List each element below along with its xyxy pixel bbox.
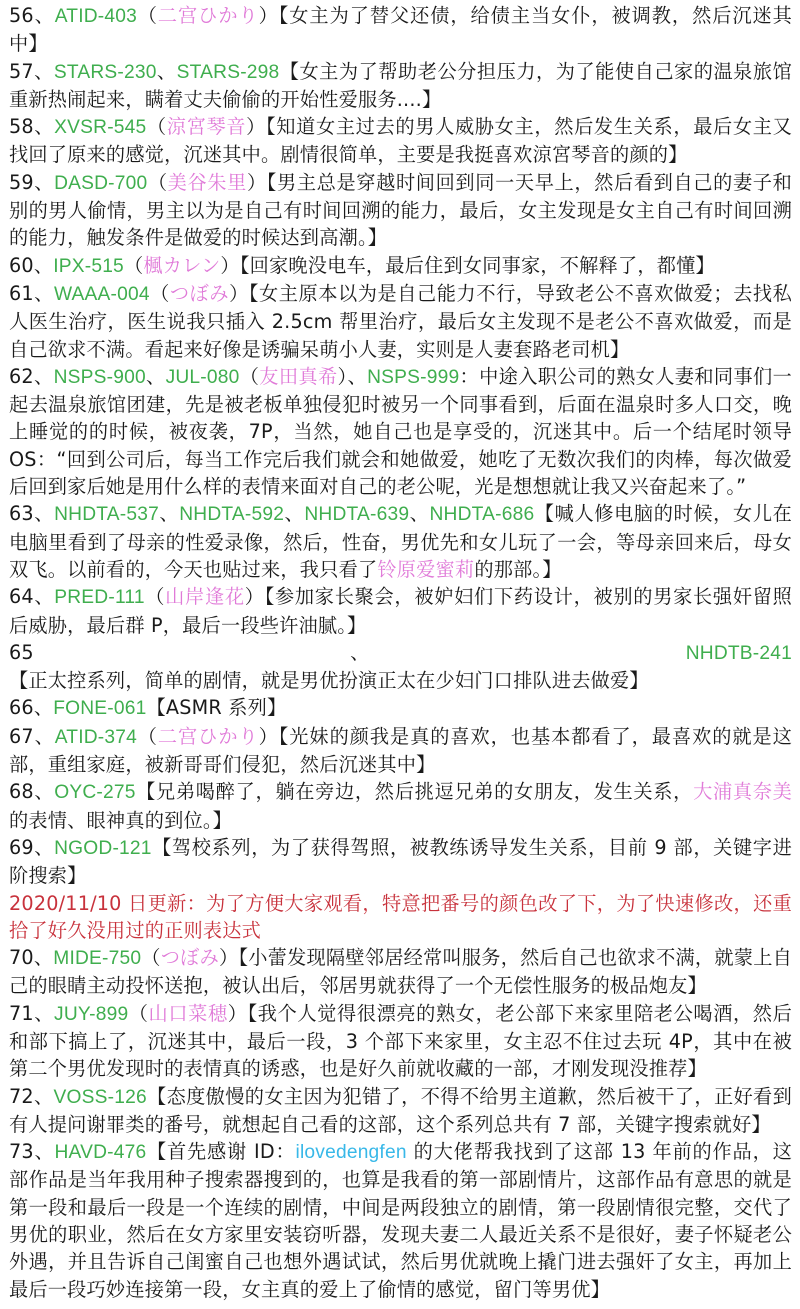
entry-text: 【ASMR 系列】 xyxy=(146,696,287,720)
entry-text: ）【回家晚没电车，最后住到女同事家，不解释了，都懂】 xyxy=(220,253,715,277)
entry-text: 【喊人修电脑的时候，女儿在电脑里看到了母亲的性爱录像，然后，性奋，男优先和女儿玩了一会，等母亲回来后，母女双飞。以前看的，今天也贴过来，我只看了 xyxy=(9,502,793,581)
list-item xyxy=(9,1083,792,1139)
entry-text: 69、 xyxy=(9,835,55,859)
entry-text: （ xyxy=(144,585,166,609)
entry-text: 的那部。】 xyxy=(474,557,562,581)
entry-text: 56、 xyxy=(9,4,55,27)
video-code: NHDTB-241 xyxy=(685,642,792,664)
actress-name: 美谷朱里 xyxy=(167,170,247,194)
video-code: MIDE-750 xyxy=(53,948,142,970)
update-notice xyxy=(9,890,792,945)
entry-text: 71、 xyxy=(9,1001,55,1025)
actress-name: 友田真希 xyxy=(259,364,338,388)
entry-text: 68、 xyxy=(9,780,55,804)
entry-text: （ xyxy=(137,4,158,27)
actress-name: 楓カレン xyxy=(143,253,221,277)
list-item xyxy=(9,1000,792,1083)
entry-text: ）【小蕾发现隔壁邻居经常叫服务，然后自己也欲求不满，就蒙上自己的眼睛主动投怀送抱，被认出后，邻居男就获得了一个无偿性服务的极品炮友】 xyxy=(9,946,793,998)
actress-name: 山口菜穂 xyxy=(148,1001,228,1025)
entry-text: （ xyxy=(147,170,168,194)
update-note: 2020/11/10 日更新：为了方便大家观看，特意把番号的颜色改了下，为了快速修改，还重拾了好久没用过的正则表达式 xyxy=(9,891,792,942)
list-item xyxy=(9,583,792,639)
entry-text: 、 xyxy=(156,59,177,83)
actress-name: 二宫ひかり xyxy=(157,4,259,27)
entry-text: （ xyxy=(128,1001,149,1025)
list-item xyxy=(9,500,792,583)
entry-text: （ xyxy=(146,115,167,139)
actress-name: 山岸逢花 xyxy=(165,585,245,609)
entry-text: 、 xyxy=(158,502,180,526)
entry-text: 65、 xyxy=(9,640,686,664)
entry-text: 63、 xyxy=(9,502,55,526)
actress-name: 涼宮琴音 xyxy=(166,115,247,139)
actress-name: 大浦真奈美 xyxy=(693,780,793,804)
entry-text: 72、 xyxy=(9,1084,54,1108)
list-item xyxy=(9,169,792,252)
entry-text: 【女主为了帮助老公分担压力，为了能使自己家的温泉旅馆重新热闹起来，瞒着丈夫偷偷的开始性爱服务....】 xyxy=(9,59,792,111)
video-code: ATID-374 xyxy=(54,726,138,748)
user-id-link: ilovedengfen xyxy=(295,1142,407,1164)
entry-text: 【态度傲慢的女主因为犯错了，不得不给男主道歉，然后被干了，正好看到有人提问谢罪类的番号，就想起自己看的这部，这个系列总共有 7 部，关键字搜索就好】 xyxy=(9,1084,792,1136)
video-code: PRED-111 xyxy=(54,587,145,609)
list-item xyxy=(9,280,792,363)
entry-text: 58、 xyxy=(9,115,55,139)
entry-text: 60、 xyxy=(9,253,54,277)
entry-text: （ xyxy=(141,946,161,970)
entry-text: 、 xyxy=(284,502,305,526)
video-code: XVSR-545 xyxy=(54,117,147,139)
video-code: JUY-899 xyxy=(54,1003,129,1025)
list-item xyxy=(9,252,792,280)
entry-text: 【兄弟喝醉了，躺在旁边，然后挑逗兄弟的女朋友，发生关系， xyxy=(135,780,694,804)
actress-name: 铃原爱蜜莉 xyxy=(377,557,475,581)
entry-text: ：中途入职公司的熟女人妻和同事们一起去温泉旅馆团建，先是被老板单独侵犯时被另一个同事看到，后面在温泉时多人口交，晚上睡觉的的时候，被夜袭，7P，当然，她自己也是享受的，沉迷其中。后一个结尾时领导 OS：“回到公司后，每当工作完后我们就会和她做爱，她吃了无数次我们的肉棒，每次做爱后回到家后她是用什么样的表情来面对自己的老公呢，光是想想就让我又兴奋起来了。” xyxy=(9,364,792,499)
list-item xyxy=(9,778,792,834)
video-code: NSPS-999 xyxy=(367,366,460,388)
actress-name: 二宫ひかり xyxy=(157,724,259,748)
video-code: VOSS-126 xyxy=(53,1086,147,1108)
list-item xyxy=(9,363,792,500)
video-code: JUL-080 xyxy=(165,366,240,388)
video-code: NGOD-121 xyxy=(54,837,152,859)
entry-text: 70、 xyxy=(9,946,54,970)
entry-text: ）【女主为了替父还债，给债主当女仆，被调教，然后沉迷其中】 xyxy=(9,4,793,56)
entry-text: 73、 xyxy=(9,1140,55,1164)
entry-text: ）【女主原本以为是自己能力不行，导致老公不喜欢做爱；去找私人医生治疗，医生说我只插入 2.5cm 帮里治疗，最后女主发现不是老公不喜欢做爱，而是自己欲求不满。看起来好像是诱骗呆萌小人妻，实则是人妻套路老司机】 xyxy=(9,281,792,361)
video-code: OYC-275 xyxy=(54,782,136,804)
entry-text: 64、 xyxy=(9,585,55,609)
entry-text: （ xyxy=(123,253,144,277)
video-code: DASD-700 xyxy=(54,172,148,194)
video-code: NSPS-900 xyxy=(53,366,146,388)
list-item xyxy=(9,723,792,779)
entry-text: 57、 xyxy=(9,59,54,83)
entry-text: 67、 xyxy=(9,724,55,748)
actress-name: つぼみ xyxy=(160,946,219,970)
list-item xyxy=(9,113,792,169)
entry-text: ）【知道女主过去的男人威胁女主，然后发生关系，最后女主又找回了原来的感觉，沉迷其中。剧情很简单，主要是我挺喜欢涼宮琴音的颜的】 xyxy=(9,115,793,167)
entry-text: 66、 xyxy=(9,696,54,720)
entry-text: 、 xyxy=(409,502,430,526)
list-item xyxy=(9,639,792,695)
entry-text: ）、 xyxy=(337,364,368,388)
entry-text: ）【参加家长聚会，被妒妇们下药设计，被别的男家长强奸留照后威胁，最后群 P，最后一段些许油腻。】 xyxy=(9,585,793,637)
entry-text: 的大佬帮我找到了这部 13 年前的作品，这部作品是当年我用种子搜索器搜到的，也算是我看的第一部剧情片，这部作品有意思的就是第一段和最后一段是一个连续的剧情，中间是两段独立的剧情，第一段剧情很完整，交代了男优的职业，然后在女方家里安装窃听器，发现夫妻二人最近关系不是很好，妻子怀疑老公外遇，并且告诉自己闺蜜自己也想外遇试试，然后男优就晚上撬门进去强奸了女主，再加上最后一段巧妙连接第一段，女主真的爱上了偷情的感觉，留门等男优】 xyxy=(9,1140,792,1301)
video-code: WAAA-004 xyxy=(53,283,150,305)
entry-text: 59、 xyxy=(9,170,55,194)
video-code: NHDTA-686 xyxy=(429,504,535,526)
entry-text: ）【光妹的颜我是真的喜欢，也基本都看了，最喜欢的就是这部，重组家庭，被新哥哥们侵犯，然后沉迷其中】 xyxy=(9,724,793,777)
entry-text: 【首先感谢 ID： xyxy=(146,1140,296,1164)
entry-text: 62、 xyxy=(9,364,54,388)
video-code: ATID-403 xyxy=(54,6,138,27)
list-item xyxy=(9,834,792,890)
entry-text: 【正太控系列，简单的剧情，就是男优扮演正太在少妇门口排队进去做爱】 xyxy=(9,669,649,693)
video-code: HAVD-476 xyxy=(54,1142,147,1164)
video-code: NHDTA-592 xyxy=(179,504,285,526)
entry-text: 的表情、眼神真的到位。】 xyxy=(9,808,233,832)
video-code: STARS-298 xyxy=(176,61,280,83)
list-item xyxy=(9,694,792,722)
video-code: IPX-515 xyxy=(53,255,124,277)
video-code: STARS-230 xyxy=(53,61,157,83)
video-code: NHDTA-639 xyxy=(304,504,410,526)
video-code: FONE-061 xyxy=(53,698,147,720)
entry-text: 61、 xyxy=(9,281,54,305)
entry-text: （ xyxy=(239,364,260,388)
entry-text: 、 xyxy=(145,364,166,388)
entry-text: （ xyxy=(137,724,158,748)
entry-text: （ xyxy=(149,281,170,305)
entry-text: ）【男主总是穿越时间回到同一天早上，然后看到自己的妻子和别的男人偷情，男主以为是自己有时间回溯的能力，最后，女主发现是女主自己有时间回溯的能力，触发条件是做爱的时候达到高潮。】 xyxy=(9,170,792,250)
entry-text: 【驾校系列，为了获得驾照，被教练诱导发生关系，目前 9 部，关键字进阶搜索】 xyxy=(9,835,792,888)
list-item xyxy=(9,2,792,58)
list-item xyxy=(9,944,792,1000)
entry-text: ）【我个人觉得很漂亮的熟女，老公部下来家里陪老公喝酒，然后和部下搞上了，沉迷其中，最后一段，3 个部下来家里，女主忍不住过去玩 4P，其中在被第二个男优发现时的表情真的诱惑，也是好久前就收藏的一部，才刚发现没推荐】 xyxy=(9,1001,792,1081)
actress-name: つぼみ xyxy=(169,281,230,305)
list-item xyxy=(9,58,792,114)
video-code: NHDTA-537 xyxy=(54,504,159,526)
list-item xyxy=(9,1138,792,1303)
